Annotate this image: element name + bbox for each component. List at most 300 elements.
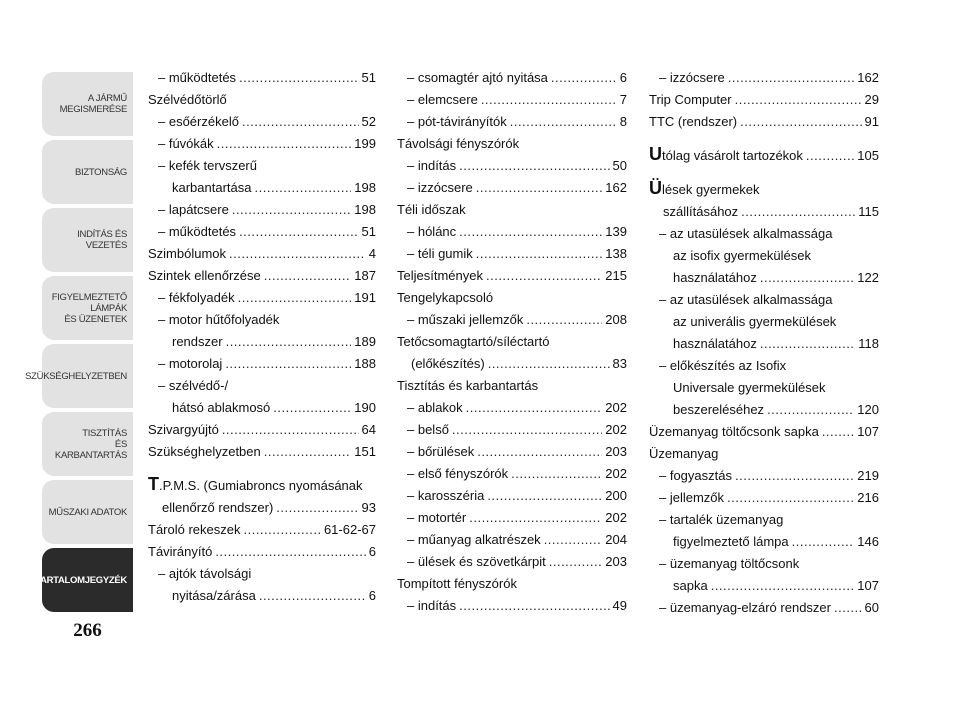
index-entry	[148, 309, 376, 353]
index-entry	[148, 353, 376, 375]
index-entry-text: – téli gumik	[407, 246, 473, 261]
index-entry-line	[397, 287, 627, 309]
index-entry-line	[407, 309, 627, 331]
page-reference[interactable]: 200	[605, 488, 627, 503]
index-entry	[397, 331, 627, 375]
page-reference[interactable]: 8	[619, 114, 627, 129]
index-entry-text: – műanyag alkatrészek	[407, 532, 541, 547]
index-column-1	[148, 67, 376, 607]
dot-leader	[242, 111, 359, 133]
page-reference[interactable]: 215	[605, 268, 627, 283]
index-entry-line	[158, 199, 376, 221]
index-entry-line	[407, 595, 627, 617]
index-entry-text: – bőrülések	[407, 444, 475, 459]
page-reference[interactable]: 139	[605, 224, 627, 239]
index-entry	[397, 287, 627, 309]
index-column-2	[397, 67, 627, 617]
index-entry	[397, 375, 627, 397]
page-reference[interactable]: 162	[857, 70, 879, 85]
page-reference[interactable]: 61-62-67	[323, 522, 376, 537]
dot-leader	[264, 441, 352, 463]
dot-leader	[239, 67, 358, 89]
index-entry-text: – motortér	[407, 510, 467, 525]
dot-leader	[741, 201, 855, 223]
index-entry-line	[659, 355, 879, 377]
index-entry-text: beszereléséhez	[673, 402, 765, 417]
index-entry-text: Üzemanyag	[649, 446, 719, 461]
index-entry	[397, 419, 627, 441]
index-entry-text: az isofix gyermekülések	[673, 248, 811, 263]
index-entry-line	[407, 243, 627, 265]
dot-leader	[511, 463, 602, 485]
tab-label: BIZTONSÁG	[74, 166, 127, 178]
index-entry-text: – lapátcsere	[158, 202, 229, 217]
index-entry-line	[659, 311, 879, 333]
index-entry-line	[659, 333, 879, 355]
index-entry-text: – elemcsere	[407, 92, 478, 107]
dot-leader	[486, 265, 602, 287]
index-entry-text: Tároló rekeszek	[148, 522, 241, 537]
index-entry-line	[659, 223, 879, 245]
dot-leader	[459, 221, 602, 243]
dot-leader	[477, 441, 602, 463]
index-entry-text: – kefék tervszerű	[158, 158, 257, 173]
index-entry	[649, 289, 879, 355]
dot-leader	[760, 267, 854, 289]
index-entry-text: Téli időszak	[397, 202, 466, 217]
dot-leader	[549, 551, 603, 573]
index-entry-line	[158, 585, 376, 607]
index-entry-text: Távolsági fényszórók	[397, 136, 520, 151]
index-entry-line	[407, 529, 627, 551]
dot-leader	[238, 287, 352, 309]
page-reference[interactable]: 199	[354, 136, 376, 151]
dot-leader	[792, 531, 855, 553]
index-entry	[148, 441, 376, 463]
index-entry-text: – ülések és szövetkárpit	[407, 554, 546, 569]
dot-leader	[225, 353, 351, 375]
index-entry-text: – ablakok	[407, 400, 463, 415]
page-reference[interactable]: 105	[857, 148, 879, 163]
index-entry-line	[158, 155, 376, 177]
index-entry-line	[649, 145, 879, 167]
index-entry-line	[397, 353, 627, 375]
page-reference[interactable]: 190	[354, 400, 376, 415]
index-entry-line	[659, 575, 879, 597]
index-entry-text: – ajtók távolsági	[158, 566, 252, 581]
page-reference[interactable]: 107	[857, 578, 879, 593]
index-entry	[148, 419, 376, 441]
index-entry-text: karbantartása	[172, 180, 252, 195]
index-entry-line	[407, 463, 627, 485]
index-entry-line	[407, 441, 627, 463]
tab-safety[interactable]	[42, 140, 133, 204]
page-reference[interactable]: 189	[354, 334, 376, 349]
index-entry-text: – előkészítés az Isofix	[659, 358, 787, 373]
dot-leader	[466, 397, 603, 419]
index-entry-text: – karosszéria	[407, 488, 485, 503]
dot-leader	[767, 399, 854, 421]
index-entry-line	[148, 541, 376, 563]
index-entry-text: Utólag vásárolt tartozékok	[649, 144, 803, 164]
index-entry	[148, 541, 376, 563]
index-entry-text: – motor hűtőfolyadék	[158, 312, 280, 327]
dot-leader	[276, 497, 358, 519]
dot-leader	[526, 309, 602, 331]
index-entry-line	[397, 573, 627, 595]
dot-leader	[711, 575, 855, 597]
index-entry-line	[407, 177, 627, 199]
index-entry-text: Szimbólumok	[148, 246, 227, 261]
index-entry-line	[407, 485, 627, 507]
index-entry	[148, 67, 376, 89]
index-entry	[397, 177, 627, 199]
dot-leader	[834, 597, 862, 619]
index-entry-text: – működtetés	[158, 224, 237, 239]
index-entry-text: figyelmeztető lámpa	[673, 534, 789, 549]
index-entry-text: Szükséghelyzetben	[148, 444, 261, 459]
page-reference[interactable]: 83	[612, 356, 627, 371]
index-entry	[649, 145, 879, 167]
index-entry	[649, 509, 879, 553]
index-entry-text: Universale gyermekülések	[673, 380, 826, 395]
dot-leader	[728, 67, 855, 89]
index-entry-text: – esőérzékelő	[158, 114, 239, 129]
index-entry-text: – az utasülések alkalmassága	[659, 226, 833, 241]
dot-leader	[806, 145, 854, 167]
index-entry-line	[649, 111, 879, 133]
dot-leader	[239, 221, 358, 243]
dot-leader	[735, 465, 854, 487]
page-reference[interactable]: 146	[857, 534, 879, 549]
index-entry-line	[659, 531, 879, 553]
index-entry	[148, 111, 376, 133]
index-entry-line	[407, 397, 627, 419]
index-entry	[397, 243, 627, 265]
index-entry-line	[397, 133, 627, 155]
page-reference[interactable]: 51	[361, 224, 376, 239]
index-entry	[397, 463, 627, 485]
index-entry-line	[659, 67, 879, 89]
page-reference[interactable]: 208	[605, 312, 627, 327]
dot-leader	[476, 177, 603, 199]
section-initial: U	[649, 144, 662, 164]
page-reference[interactable]: 4	[368, 246, 376, 261]
page-reference[interactable]: 7	[619, 92, 627, 107]
index-entry	[397, 265, 627, 287]
page-reference[interactable]: 151	[354, 444, 376, 459]
dot-leader	[822, 421, 854, 443]
tab-label: A JÁRMŰ MEGISMERÉSE	[59, 93, 127, 115]
page-reference[interactable]: 49	[612, 598, 627, 613]
dot-leader	[215, 541, 365, 563]
page-reference[interactable]: 50	[612, 158, 627, 173]
index-entry-line	[158, 111, 376, 133]
index-entry-text: – műszaki jellemzők	[407, 312, 524, 327]
index-entry	[397, 133, 627, 155]
dot-leader	[264, 265, 352, 287]
section-initial: Ü	[649, 178, 662, 198]
index-entry	[649, 179, 879, 223]
index-entry	[397, 309, 627, 331]
dot-leader	[544, 529, 603, 551]
index-entry-text: Tompított fényszórók	[397, 576, 517, 591]
index-entry	[148, 475, 376, 519]
page-reference[interactable]: 162	[605, 180, 627, 195]
index-entry-line	[148, 497, 376, 519]
dot-leader	[273, 397, 351, 419]
index-entry-text: használatához	[673, 270, 757, 285]
index-entry-text: – tartalék üzemanyag	[659, 512, 784, 527]
index-entry-line	[649, 89, 879, 111]
index-entry-line	[158, 177, 376, 199]
page-reference[interactable]: 219	[857, 468, 879, 483]
tab-starting-driving[interactable]	[42, 208, 133, 272]
index-entry-text: – pót-távirányítók	[407, 114, 507, 129]
page-reference[interactable]: 198	[354, 202, 376, 217]
index-entry	[397, 199, 627, 221]
page-reference[interactable]: 120	[857, 402, 879, 417]
index-entry-line	[158, 309, 376, 331]
dot-leader	[476, 243, 603, 265]
index-entry	[649, 111, 879, 133]
index-entry	[649, 355, 879, 421]
page-reference[interactable]: 216	[857, 490, 879, 505]
index-entry	[397, 441, 627, 463]
page-reference[interactable]: 6	[619, 70, 627, 85]
index-entry-text: Szintek ellenőrzése	[148, 268, 261, 283]
index-entry-line	[397, 199, 627, 221]
index-entry-text: – első fényszórók	[407, 466, 509, 481]
index-entry	[649, 67, 879, 89]
index-entry-line	[407, 67, 627, 89]
dot-leader	[510, 111, 617, 133]
dot-leader	[740, 111, 861, 133]
index-entry-text: – csomagtér ajtó nyitása	[407, 70, 548, 85]
index-entry-line	[148, 419, 376, 441]
dot-leader	[232, 199, 351, 221]
page-reference[interactable]: 203	[605, 554, 627, 569]
index-entry	[148, 89, 376, 111]
index-entry	[397, 155, 627, 177]
page-reference[interactable]: 198	[354, 180, 376, 195]
index-entry-line	[407, 507, 627, 529]
tab-label: FIGYELMEZTETŐ LÁMPÁK ÉS ÜZENETEK	[51, 291, 127, 325]
index-entry	[397, 573, 627, 595]
index-entry-text: – fúvókák	[158, 136, 214, 151]
index-entry-line	[659, 509, 879, 531]
index-entry-line	[659, 289, 879, 311]
index-entry-line	[407, 551, 627, 573]
dot-leader	[222, 419, 359, 441]
page-reference[interactable]: 202	[605, 400, 627, 415]
index-entry	[148, 133, 376, 155]
tab-label: INDÍTÁS ÉS VEZETÉS	[77, 229, 127, 251]
page-reference[interactable]: 138	[605, 246, 627, 261]
index-entry	[148, 243, 376, 265]
page-reference[interactable]: 202	[605, 422, 627, 437]
index-entry-text: – indítás	[407, 598, 457, 613]
page-reference[interactable]: 187	[354, 268, 376, 283]
page-reference[interactable]: 202	[605, 510, 627, 525]
dot-leader	[735, 89, 862, 111]
index-entry-text: Trip Computer	[649, 92, 732, 107]
index-column-3	[649, 67, 879, 619]
index-entry	[148, 563, 376, 607]
index-entry-text: használatához	[673, 336, 757, 351]
index-entry-text: – fékfolyadék	[158, 290, 235, 305]
index-entry-text: T.P.M.S. (Gumiabroncs nyomásának	[148, 474, 363, 494]
index-entry-line	[158, 397, 376, 419]
index-entry-line	[659, 399, 879, 421]
index-entry-line	[649, 443, 879, 465]
tab-technical-data[interactable]	[42, 480, 133, 544]
page-reference[interactable]: 29	[864, 92, 879, 107]
index-entry-line	[659, 267, 879, 289]
page-reference[interactable]: 202	[605, 466, 627, 481]
index-entry-text: – indítás	[407, 158, 457, 173]
index-entry-line	[659, 245, 879, 267]
index-entry	[397, 551, 627, 573]
index-entry-line	[659, 377, 879, 399]
dot-leader	[487, 485, 602, 507]
dot-leader	[551, 67, 617, 89]
index-entry-line	[148, 243, 376, 265]
page-reference[interactable]: 107	[857, 424, 879, 439]
index-entry-text: rendszer	[172, 334, 223, 349]
index-entry-line	[659, 465, 879, 487]
index-entry-text: – motorolaj	[158, 356, 223, 371]
index-entry-text: hátsó ablakmosó	[172, 400, 271, 415]
index-entry-line	[158, 287, 376, 309]
index-entry	[397, 89, 627, 111]
index-entry	[397, 67, 627, 89]
index-entry	[148, 287, 376, 309]
index-entry-line	[649, 179, 879, 201]
page-reference[interactable]: 118	[858, 336, 879, 351]
index-entry-line	[397, 265, 627, 287]
dot-leader	[226, 331, 352, 353]
page-reference[interactable]: 60	[864, 600, 879, 615]
dot-leader	[459, 595, 609, 617]
index-entry-text: TTC (rendszer)	[649, 114, 738, 129]
dot-leader	[459, 155, 609, 177]
tab-cleaning-maintenance[interactable]	[42, 412, 133, 476]
index-entry-line	[649, 201, 879, 223]
index-entry-line	[407, 221, 627, 243]
tab-emergency[interactable]	[25, 344, 133, 408]
index-entry-text: (előkészítés)	[411, 356, 485, 371]
dot-leader	[259, 585, 366, 607]
tab-label: MŰSZAKI ADATOK	[48, 506, 127, 518]
page-number: 266	[73, 620, 102, 641]
index-entry-text: szállításához	[663, 204, 739, 219]
dot-leader	[488, 353, 610, 375]
index-entry	[649, 443, 879, 465]
page-reference[interactable]: 203	[605, 444, 627, 459]
index-entry-line	[158, 221, 376, 243]
index-entry	[649, 597, 879, 619]
index-entry	[649, 223, 879, 289]
section-initial: T	[148, 474, 159, 494]
dot-leader	[229, 243, 366, 265]
index-entry-text: Szivargyújtó	[148, 422, 219, 437]
index-entry	[649, 465, 879, 487]
index-entry	[649, 553, 879, 597]
index-entry-text: Teljesítmények	[397, 268, 483, 283]
page-reference[interactable]: 6	[368, 588, 376, 603]
page-reference[interactable]: 204	[605, 532, 627, 547]
index-entry-line	[397, 375, 627, 397]
index-entry-line	[397, 331, 627, 353]
index-entry-text: – üzemanyag töltőcsonk	[659, 556, 800, 571]
index-entry-line	[649, 421, 879, 443]
page-reference[interactable]: 191	[354, 290, 376, 305]
tab-label: TISZTÍTÁS ÉS KARBANTARTÁS	[54, 427, 127, 461]
index-entry-text: – fogyasztás	[659, 468, 732, 483]
index-entry-text: – jellemzők	[659, 490, 725, 505]
index-entry	[649, 89, 879, 111]
index-entry	[148, 375, 376, 419]
index-entry-text: – az utasülések alkalmassága	[659, 292, 833, 307]
page-reference[interactable]: 188	[354, 356, 376, 371]
tab-warning-lights[interactable]	[42, 276, 133, 340]
index-entry	[397, 595, 627, 617]
index-entry-text: – szélvédő-/	[158, 378, 229, 393]
index-entry-text: Ülések gyermekek	[649, 178, 760, 198]
index-entry	[649, 487, 879, 509]
index-entry-line	[158, 375, 376, 397]
page-reference[interactable]: 52	[361, 114, 376, 129]
index-entry-text: – izzócsere	[407, 180, 473, 195]
index-entry	[649, 421, 879, 443]
tab-label: TARTALOMJEGYZÉK	[35, 574, 127, 586]
tab-index[interactable]	[35, 548, 133, 612]
dot-leader	[452, 419, 602, 441]
index-entry-text: az univerális gyermekülések	[673, 314, 837, 329]
index-entry-line	[659, 597, 879, 619]
page-reference[interactable]: 93	[361, 500, 376, 515]
dot-leader	[481, 89, 617, 111]
dot-leader	[255, 177, 352, 199]
page-reference[interactable]: 115	[858, 204, 879, 219]
index-entry-line	[407, 419, 627, 441]
index-entry-text: sapka	[673, 578, 708, 593]
page-reference[interactable]: 64	[361, 422, 376, 437]
index-entry	[397, 221, 627, 243]
index-entry-line	[158, 67, 376, 89]
index-entry-line	[148, 519, 376, 541]
page-reference[interactable]: 6	[368, 544, 376, 559]
index-entry	[397, 485, 627, 507]
index-entry-text: Tisztítás és karbantartás	[397, 378, 539, 393]
page-reference[interactable]: 122	[857, 270, 879, 285]
tab-vehicle-overview[interactable]	[42, 72, 133, 136]
index-entry	[148, 265, 376, 287]
index-entry-line	[148, 441, 376, 463]
page-reference[interactable]: 51	[361, 70, 376, 85]
index-entry	[397, 397, 627, 419]
index-entry-text: Távirányító	[148, 544, 213, 559]
dot-leader	[727, 487, 854, 509]
index-entry-text: Szélvédőtörlő	[148, 92, 227, 107]
dot-leader	[243, 519, 320, 541]
page-reference[interactable]: 91	[864, 114, 879, 129]
index-entry-line	[158, 353, 376, 375]
index-entry-line	[659, 553, 879, 575]
index-entry	[148, 519, 376, 541]
index-entry-line	[407, 111, 627, 133]
